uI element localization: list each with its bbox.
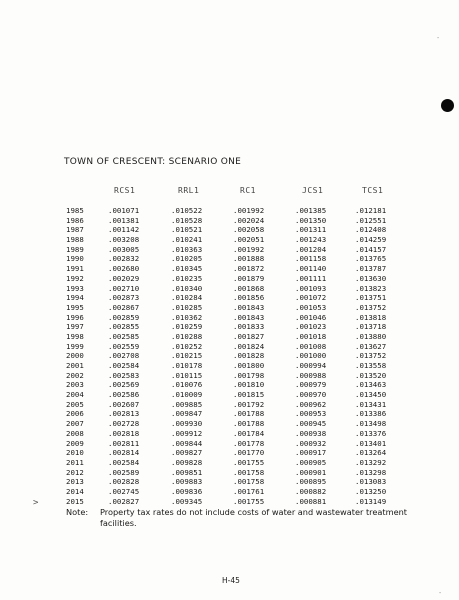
year-cell: 1996 xyxy=(66,312,84,322)
rate-cell: .012551 xyxy=(355,215,387,225)
rate-cell: .001833 xyxy=(233,322,265,332)
rate-cell: .012408 xyxy=(355,225,387,235)
rate-cell: .000988 xyxy=(295,370,327,380)
rate-cell: .010205 xyxy=(171,254,203,264)
rate-cell: .010362 xyxy=(171,312,203,322)
rate-cell: .010076 xyxy=(171,380,203,390)
rate-cell: .009883 xyxy=(171,477,203,487)
rate-cell: .010284 xyxy=(171,293,203,303)
year-cell: 2011 xyxy=(66,457,84,467)
year-cell: 2006 xyxy=(66,409,84,419)
rate-cell: .013787 xyxy=(355,264,387,274)
rate-cell: .013149 xyxy=(355,496,387,506)
rate-cell: .001872 xyxy=(233,264,265,274)
rate-cell: .001792 xyxy=(233,399,265,409)
rate-cell: .001827 xyxy=(233,331,265,341)
rate-cell: .010345 xyxy=(171,264,203,274)
rate-cell: .001758 xyxy=(233,477,265,487)
rate-cell: .001000 xyxy=(295,351,327,361)
rate-cell: .002586 xyxy=(108,390,140,400)
page-title: TOWN OF CRESCENT: SCENARIO ONE xyxy=(64,157,242,167)
rate-cell: .001158 xyxy=(295,254,327,264)
rate-cell: .013463 xyxy=(355,380,387,390)
rate-cell: .001111 xyxy=(295,273,327,283)
rate-cell: .002745 xyxy=(108,486,140,496)
year-cell: 2001 xyxy=(66,361,84,370)
rate-cell: .001888 xyxy=(233,254,265,264)
rate-cell: .001758 xyxy=(233,467,265,477)
rate-cell: .002584 xyxy=(108,361,140,370)
note-text: Property tax rates do not include costs of water and wastewater treatment facilities. xyxy=(100,507,408,528)
rate-cell: .010252 xyxy=(171,341,203,351)
rate-cell: .009828 xyxy=(171,457,203,467)
rate-cell: .002607 xyxy=(108,399,140,409)
rate-cell: .001798 xyxy=(233,370,265,380)
rate-cell: .002585 xyxy=(108,331,140,341)
rate-cell: .000905 xyxy=(295,457,327,467)
rate-cell: .013818 xyxy=(355,312,387,322)
rate-cell: .009844 xyxy=(171,438,203,448)
rate-cell: .010235 xyxy=(171,273,203,283)
rate-cell: .000932 xyxy=(295,438,327,448)
rate-cell: .009827 xyxy=(171,448,203,458)
rate-cell: .001784 xyxy=(233,428,265,438)
rate-cell: .013386 xyxy=(355,409,387,419)
rate-cell: .000901 xyxy=(295,467,327,477)
rate-cell: .001843 xyxy=(233,312,265,322)
rate-cell: .001761 xyxy=(233,486,265,496)
margin-mark: > xyxy=(33,498,39,508)
year-cell: 1991 xyxy=(66,264,84,274)
rate-cell: .002818 xyxy=(108,428,140,438)
rate-cell: .001778 xyxy=(233,438,265,448)
rate-cell: .001243 xyxy=(295,235,327,245)
rate-cell: .002855 xyxy=(108,322,140,332)
rate-cell: .013751 xyxy=(355,293,387,303)
rate-cell: .000895 xyxy=(295,477,327,487)
rate-cell: .010528 xyxy=(171,215,203,225)
rate-cell: .001800 xyxy=(233,361,265,370)
rate-cell: .013083 xyxy=(355,477,387,487)
rate-cell: .002832 xyxy=(108,254,140,264)
rate-cell: .010215 xyxy=(171,351,203,361)
rate-cell: .013630 xyxy=(355,273,387,283)
year-cell: 1990 xyxy=(66,254,84,264)
rate-cell: .013823 xyxy=(355,283,387,293)
rate-cell: .010340 xyxy=(171,283,203,293)
rate-cell: .000979 xyxy=(295,380,327,390)
rate-cell: .010115 xyxy=(171,370,203,380)
year-cell: 1989 xyxy=(66,244,84,254)
year-cell: 1993 xyxy=(66,283,84,293)
year-cell: 1987 xyxy=(66,225,84,235)
rate-cell: .001788 xyxy=(233,419,265,429)
rate-cell: .001755 xyxy=(233,457,265,467)
rate-cell: .013292 xyxy=(355,457,387,467)
rate-cell: .013752 xyxy=(355,351,387,361)
rate-cell: .001824 xyxy=(233,341,265,351)
rate-cell: .001788 xyxy=(233,409,265,419)
rate-cell: .001992 xyxy=(233,206,265,215)
page-number: H-45 xyxy=(222,576,240,585)
column-header: RRL1 xyxy=(178,186,200,195)
year-cell: 2007 xyxy=(66,419,84,429)
rate-cell: .002728 xyxy=(108,419,140,429)
rate-cell: .002814 xyxy=(108,448,140,458)
rate-cell: .002058 xyxy=(233,225,265,235)
rate-cell: .002827 xyxy=(108,496,140,506)
rate-cell: .010241 xyxy=(171,235,203,245)
rate-cell: .010259 xyxy=(171,322,203,332)
rate-cell: .001023 xyxy=(295,322,327,332)
rate-cell: .002584 xyxy=(108,457,140,467)
rate-cell: .002710 xyxy=(108,283,140,293)
column-header: RCS1 xyxy=(114,186,136,195)
note-label: Note: xyxy=(66,507,89,517)
rate-cell: .001868 xyxy=(233,283,265,293)
rate-cell: .009930 xyxy=(171,419,203,429)
rate-cell: .010009 xyxy=(171,390,203,400)
column-header: TCS1 xyxy=(362,186,384,195)
year-cell: 2000 xyxy=(66,351,84,361)
binder-hole-mark xyxy=(441,99,454,112)
rate-cell: .001140 xyxy=(295,264,327,274)
rate-cell: .001843 xyxy=(233,302,265,312)
year-cell: 1994 xyxy=(66,293,84,303)
year-cell: 1999 xyxy=(66,341,84,351)
rate-cell: .001381 xyxy=(108,215,140,225)
rate-cell: .001856 xyxy=(233,293,265,303)
rate-cell: .010178 xyxy=(171,361,203,370)
year-cell: 2009 xyxy=(66,438,84,448)
rate-cell: .010521 xyxy=(171,225,203,235)
rate-cell: .013880 xyxy=(355,331,387,341)
rate-cell: .002859 xyxy=(108,312,140,322)
rate-cell: .013298 xyxy=(355,467,387,477)
year-cell: 2008 xyxy=(66,428,84,438)
rate-cell: .002680 xyxy=(108,264,140,274)
rate-cell: .000994 xyxy=(295,361,327,370)
rate-cell: .013431 xyxy=(355,399,387,409)
rate-cell: .010522 xyxy=(171,206,203,215)
rate-cell: .002867 xyxy=(108,302,140,312)
rate-cell: .001992 xyxy=(233,244,265,254)
rate-cell: .013250 xyxy=(355,486,387,496)
year-cell: 1992 xyxy=(66,273,84,283)
year-cell: 2014 xyxy=(66,486,84,496)
rate-cell: .001810 xyxy=(233,380,265,390)
rate-cell: .013264 xyxy=(355,448,387,458)
rate-cell: .001072 xyxy=(295,293,327,303)
rate-cell: .002024 xyxy=(233,215,265,225)
rate-cell: .009836 xyxy=(171,486,203,496)
rate-cell: .014157 xyxy=(355,244,387,254)
rate-cell: .001385 xyxy=(295,206,327,215)
year-cell: 2013 xyxy=(66,477,84,487)
corner-mark-top: - xyxy=(436,34,441,42)
rate-cell: .009851 xyxy=(171,467,203,477)
rate-cell: .001828 xyxy=(233,351,265,361)
rate-cell: .001815 xyxy=(233,390,265,400)
year-cell: 2003 xyxy=(66,380,84,390)
rate-cell: .001311 xyxy=(295,225,327,235)
corner-mark-bottom: - xyxy=(438,589,443,597)
rate-cell: .001350 xyxy=(295,215,327,225)
year-cell: 1985 xyxy=(66,206,84,215)
rate-cell: .010285 xyxy=(171,302,203,312)
rate-cell: .001053 xyxy=(295,302,327,312)
rate-cell: .013765 xyxy=(355,254,387,264)
rate-cell: .013558 xyxy=(355,361,387,370)
rate-cell: .002559 xyxy=(108,341,140,351)
rate-cell: .013450 xyxy=(355,390,387,400)
rate-cell: .001204 xyxy=(295,244,327,254)
column-header: JCS1 xyxy=(302,186,324,195)
rate-cell: .000938 xyxy=(295,428,327,438)
rate-cell: .013520 xyxy=(355,370,387,380)
rate-cell: .000962 xyxy=(295,399,327,409)
rate-cell: .014259 xyxy=(355,235,387,245)
rate-cell: .000881 xyxy=(295,496,327,506)
column-header: RC1 xyxy=(240,186,256,195)
year-cell: 1997 xyxy=(66,322,84,332)
rate-cell: .001770 xyxy=(233,448,265,458)
rate-cell: .000970 xyxy=(295,390,327,400)
rate-cell: .001879 xyxy=(233,273,265,283)
rate-cell: .002029 xyxy=(108,273,140,283)
rate-cell: .013718 xyxy=(355,322,387,332)
rate-cell: .013401 xyxy=(355,438,387,448)
rate-cell: .002583 xyxy=(108,370,140,380)
rate-cell: .013498 xyxy=(355,419,387,429)
rate-cell: .012181 xyxy=(355,206,387,215)
rate-cell: .001046 xyxy=(295,312,327,322)
rate-cell: .001071 xyxy=(108,206,140,215)
year-cell: 1998 xyxy=(66,331,84,341)
rate-cell: .002569 xyxy=(108,380,140,390)
rate-cell: .002708 xyxy=(108,351,140,361)
year-cell: 2015 xyxy=(66,496,84,506)
rate-cell: .009847 xyxy=(171,409,203,419)
rate-cell: .002811 xyxy=(108,438,140,448)
rate-cell: .002589 xyxy=(108,467,140,477)
rate-cell: .010363 xyxy=(171,244,203,254)
rate-cell: .002813 xyxy=(108,409,140,419)
rate-cell: .009885 xyxy=(171,399,203,409)
year-cell: 2010 xyxy=(66,448,84,458)
year-cell: 1986 xyxy=(66,215,84,225)
year-cell: 2004 xyxy=(66,390,84,400)
rate-cell: .001008 xyxy=(295,341,327,351)
rate-cell: .009912 xyxy=(171,428,203,438)
rate-cell: .003005 xyxy=(108,244,140,254)
rate-cell: .010288 xyxy=(171,331,203,341)
rate-cell: .000917 xyxy=(295,448,327,458)
rate-cell: .002828 xyxy=(108,477,140,487)
rate-cell: .001018 xyxy=(295,331,327,341)
rate-cell: .001093 xyxy=(295,283,327,293)
year-cell: 1988 xyxy=(66,235,84,245)
rate-cell: .001755 xyxy=(233,496,265,506)
rate-cell: .009345 xyxy=(171,496,203,506)
rate-cell: .001142 xyxy=(108,225,140,235)
rate-cell: .002051 xyxy=(233,235,265,245)
year-cell: 2005 xyxy=(66,399,84,409)
year-cell: 1995 xyxy=(66,302,84,312)
rate-cell: .013752 xyxy=(355,302,387,312)
rate-cell: .000882 xyxy=(295,486,327,496)
rate-cell: .003208 xyxy=(108,235,140,245)
rate-cell: .002873 xyxy=(108,293,140,303)
year-cell: 2012 xyxy=(66,467,84,477)
rate-cell: .000953 xyxy=(295,409,327,419)
rate-cell: .013376 xyxy=(355,428,387,438)
rate-cell: .013627 xyxy=(355,341,387,351)
rate-cell: .000945 xyxy=(295,419,327,429)
year-cell: 2002 xyxy=(66,370,84,380)
